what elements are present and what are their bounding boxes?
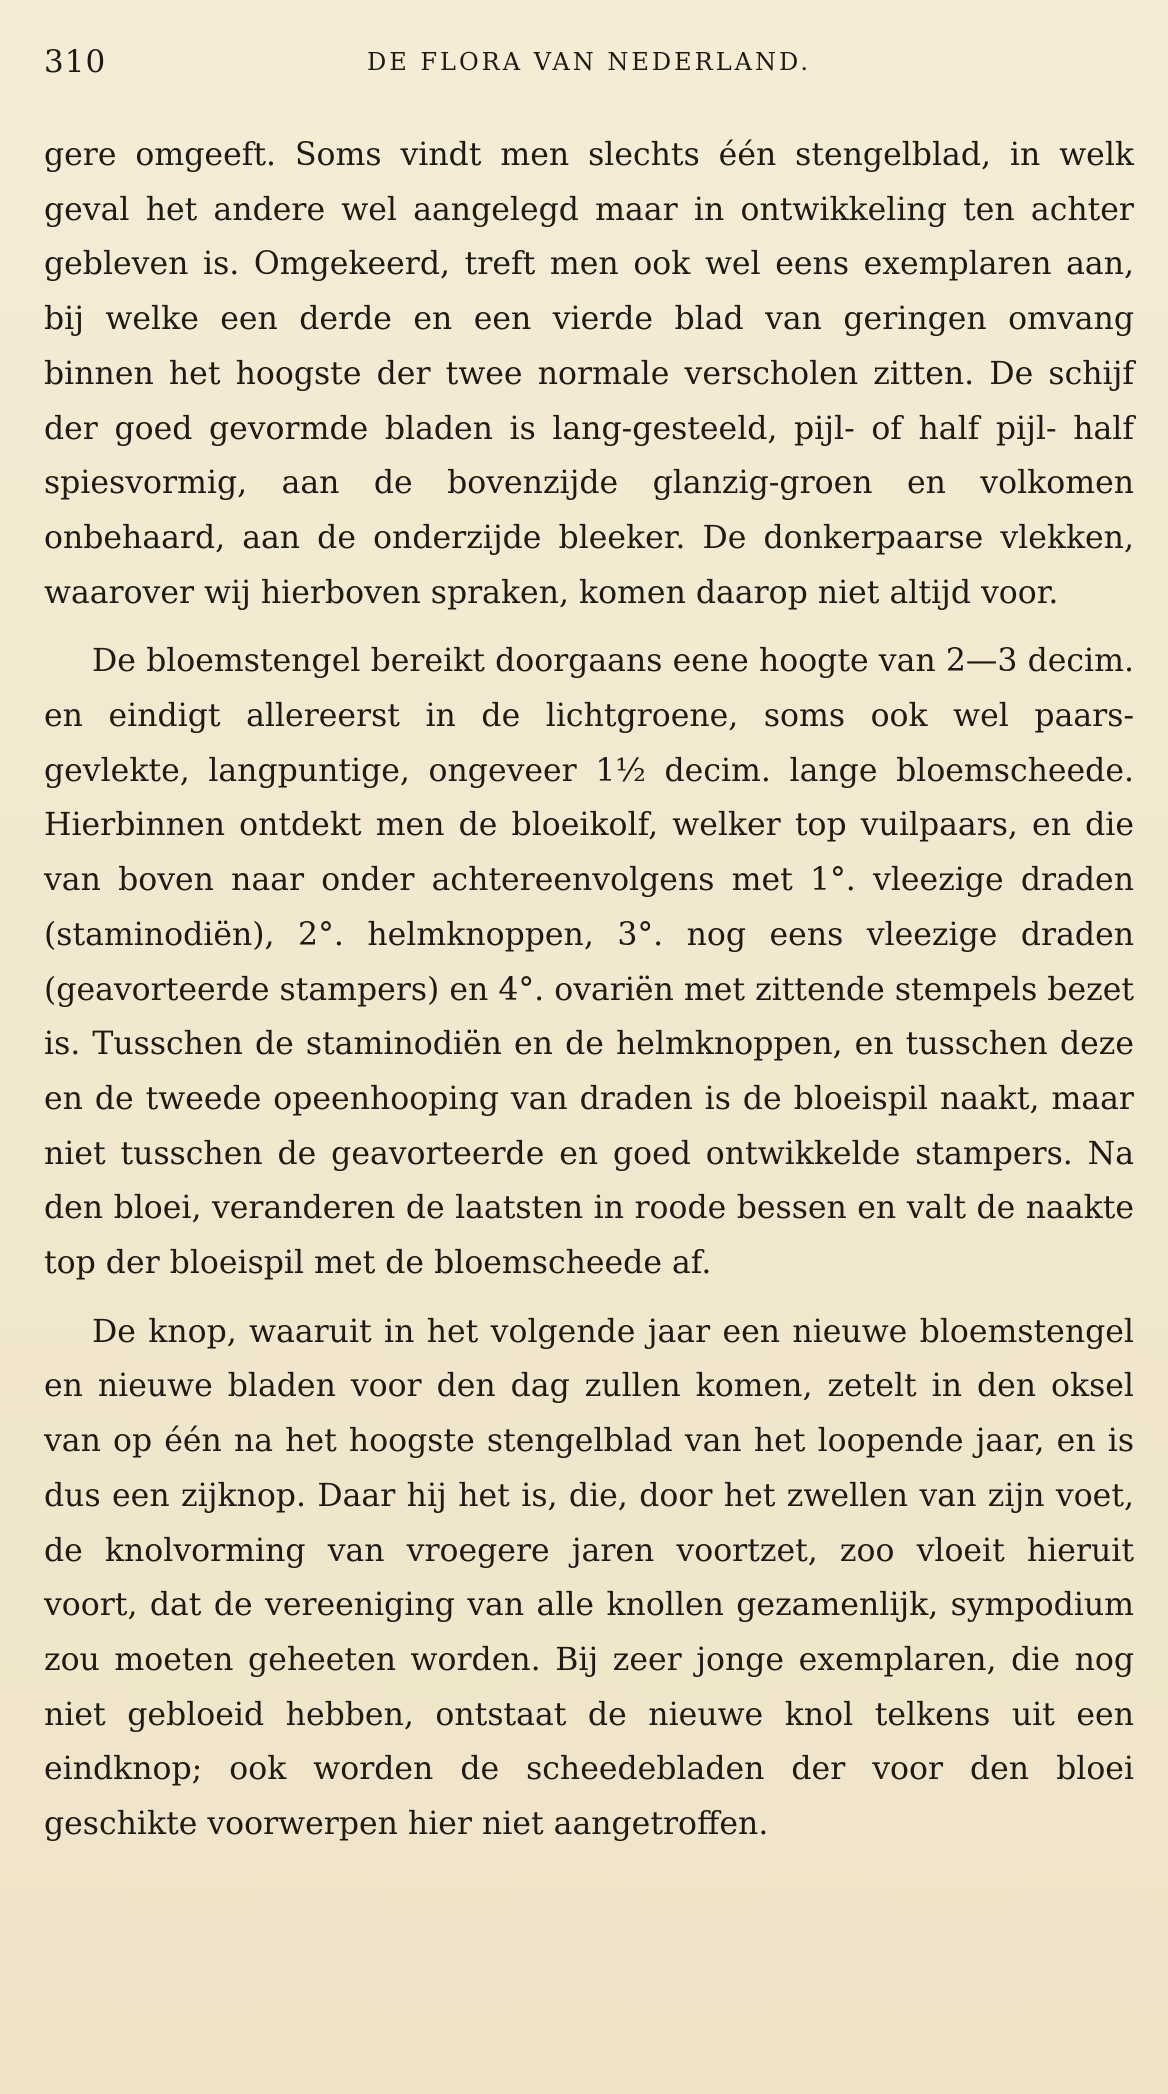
running-title: DE FLORA VAN NEDERLAND. — [367, 48, 811, 76]
running-head — [44, 44, 1134, 84]
paragraph-3: De knop, waaruit in het volgende jaar een nieuwe bloemstengel en nieuwe bladen voor den dag zullen komen, zetelt in den oksel van op één na het hoogste stengelblad van het loopende jaar, en is dus een zijknop. Daar hij het is, die, door het zwellen van zijn voet, de knolvorming van vroegere jaren voortzet, zoo vloeit hieruit voort, dat de vereeniging van alle knollen gezamenlijk, sympodium zou moeten geheeten worden. Bij zeer jonge exemplaren, die nog niet gebloeid hebben, ontstaat de nieuwe knol telkens uit een eindknop; ook worden de scheedebladen der voor den bloei geschikte voorwerpen hier niet aangetroffen. — [44, 1313, 1134, 1843]
paragraph-1: gere omgeeft. Soms vindt men slechts één stengelblad, in welk geval het andere wel aangelegd maar in ontwikkeling ten achter gebleven is. Omgekeerd, treft men ook wel eens exemplaren aan, bij welke een derde en een vierde blad van geringen omvang binnen het hoogste der twee normale verscholen zitten. De schijf der goed gevormde bladen is lang-gesteeld, pijl- of half pijl- half spiesvormig, aan de bovenzijde glanzig-groen en volkomen onbehaard, aan de onderzijde bleeker. De donkerpaarse vlekken, waarover wij hierboven spraken, komen daarop niet altijd voor. — [44, 137, 1134, 611]
page-number: 310 — [44, 44, 107, 80]
body-text — [44, 128, 1134, 1852]
paragraph-2: De bloemstengel bereikt doorgaans eene hoogte van 2—3 decim. en eindigt allereerst in de lichtgroene, soms ook wel paars-gevlekte, langpuntige, ongeveer 1½ decim. lange bloemscheede. Hierbinnen ontdekt men de bloeikolf, welker top vuilpaars, en die van boven naar onder achtereenvolgens met 1°. vleezige draden (staminodiën), 2°. helmknoppen, 3°. nog eens vleezige draden (geavorteerde stampers) en 4°. ovariën met zittende stempels bezet is. Tusschen de staminodiën en de helmknoppen, en tusschen deze en de tweede opeenhooping van draden is de bloeispil naakt, maar niet tusschen de geavorteerde en goed ontwikkelde stampers. Na den bloei, veranderen de laatsten in roode bessen en valt de naakte top der bloeispil met de bloemscheede af. — [44, 643, 1134, 1282]
